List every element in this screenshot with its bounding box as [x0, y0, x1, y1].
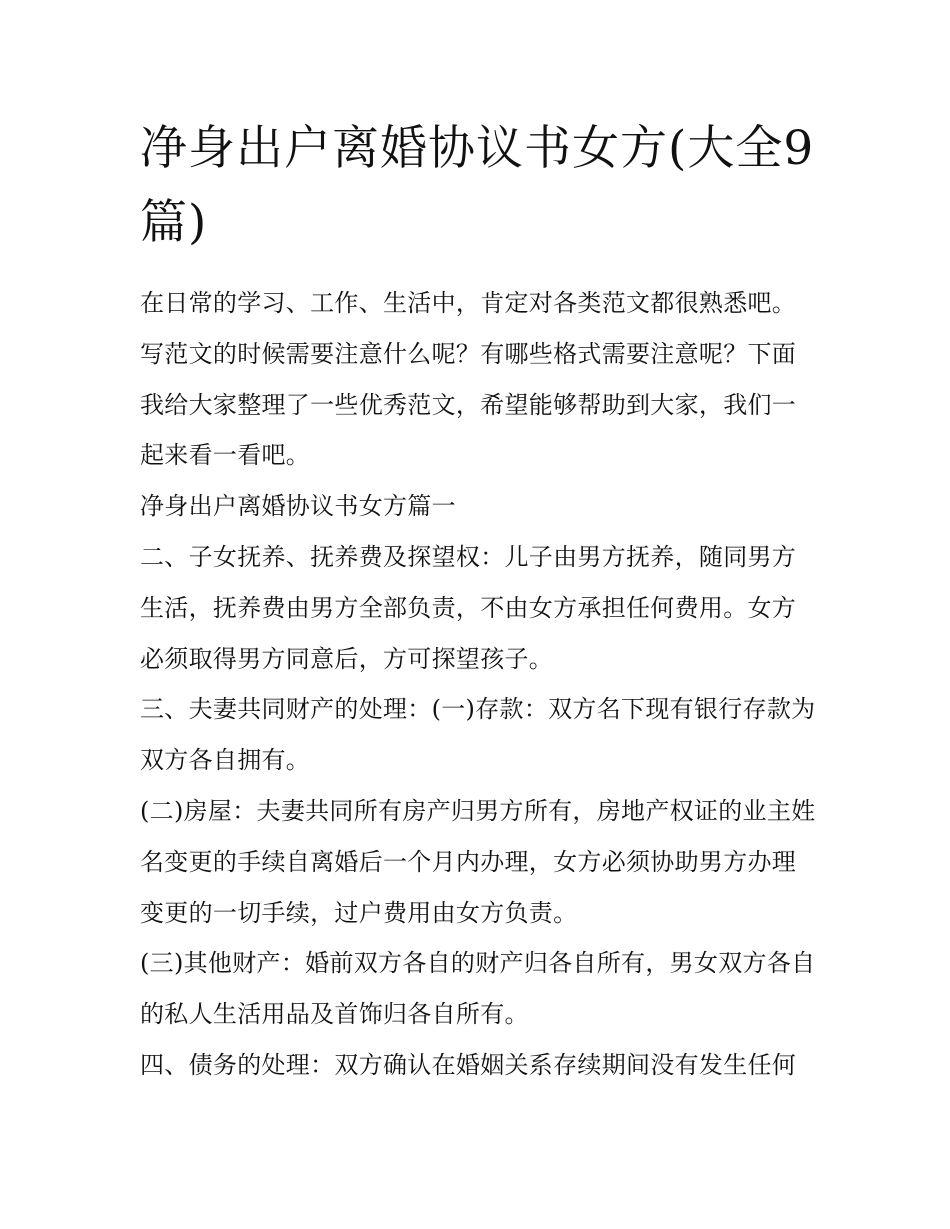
- clause-debt: 四、债务的处理：双方确认在婚姻关系存续期间没有发生任何: [140, 1050, 797, 1079]
- section-heading: 净身出户离婚协议书女方篇一: [140, 492, 456, 521]
- clause-house: (二)房屋：夫妻共同所有房产归男方所有，房地产权证的业主姓名变更的手续自离婚后一个月内办理，女方必须协助男方办理变更的一切手续，过户费用由女方负责。: [140, 796, 816, 927]
- intro-paragraph: 在日常的学习、工作、生活中，肯定对各类范文都很熟悉吧。写范文的时候需要注意什么呢？有哪些格式需要注意呢？下面我给大家整理了一些优秀范文，希望能够帮助到大家，我们一起来看一看吧。: [140, 289, 797, 470]
- clause-children-custody: 二、子女抚养、抚养费及探望权：儿子由男方抚养，随同男方生活，抚养费由男方全部负责，不由女方承担任何费用。女方必须取得男方同意后，方可探望孩子。: [140, 542, 797, 673]
- document-body: [140, 278, 820, 1091]
- clause-joint-property: 三、夫妻共同财产的处理：(一)存款：双方名下现有银行存款为双方各自拥有。: [140, 695, 816, 775]
- document-title: 净身出户离婚协议书女方(大全9篇): [140, 121, 815, 250]
- clause-other-property: (三)其他财产：婚前双方各自的财产归各自所有，男女双方各自的私人生活用品及首饰归各自所有。: [140, 949, 816, 1029]
